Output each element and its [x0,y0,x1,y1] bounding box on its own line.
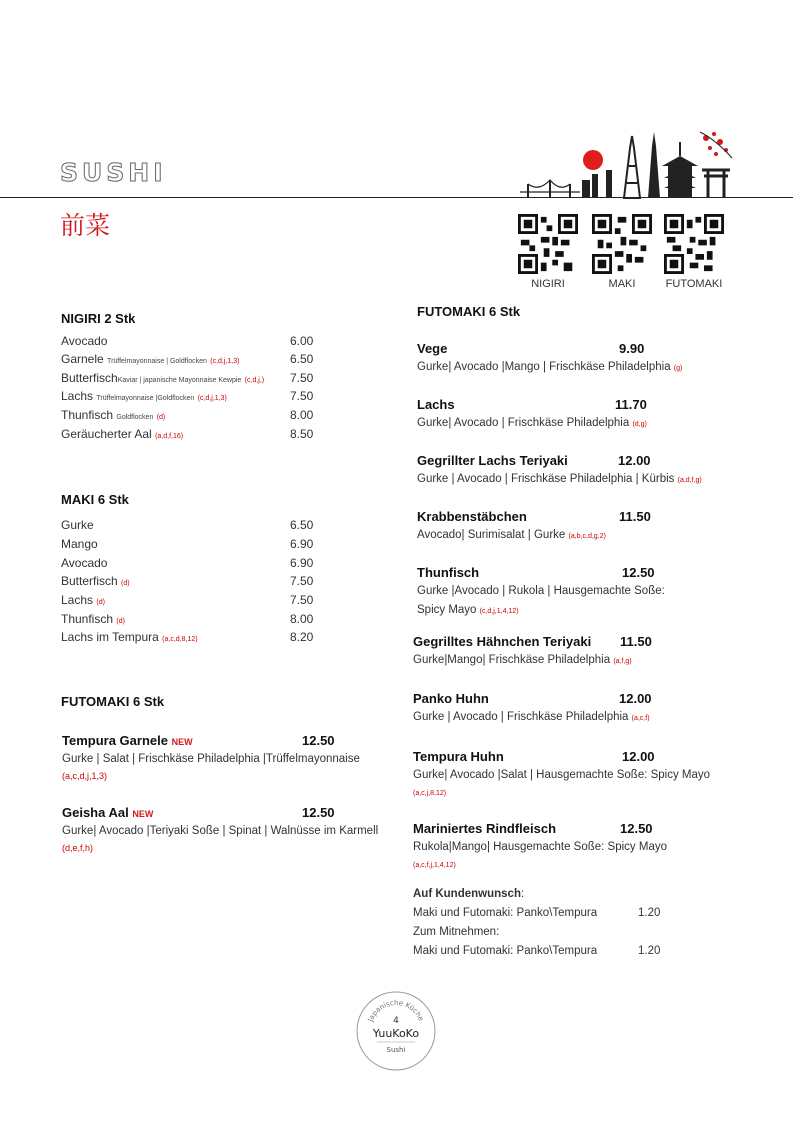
futomaki-item-name: Lachs [417,397,455,412]
futomaki-right-heading: FUTOMAKI 6 Stk [417,304,521,319]
extras-price: 1.20 [638,945,661,957]
futomaki-item-name: Thunfisch [417,565,480,580]
futomaki-item-name: Krabbenstäbchen [417,509,527,524]
extras-line: Zum Mitnehmen: [413,926,500,938]
nigiri-item: ButterfischKaviar | japanische Mayonnaise Kewpie (c,d,j,) [61,371,265,385]
nigiri-qr-code[interactable] [518,214,578,274]
logo-sub: Sushi [386,1046,406,1054]
futomaki-item-desc: Rukola|Mango| Hausgemachte Soße: Spicy Mayo [413,841,667,853]
futomaki-item-desc: Gurke| Avocado | Frischkäse Philadelphia (d,g) [417,417,647,429]
futomaki-qr-code[interactable] [664,214,724,274]
page-number: 4 [393,1016,399,1026]
nigiri-price: 7.50 [290,389,314,403]
nigiri-price: 7.50 [290,371,314,385]
futomaki-item-allergens: (a,c,j,8,12) [413,790,447,797]
futomaki-item-price: 9.90 [619,341,645,356]
maki-price: 6.90 [290,537,314,551]
futomaki-item-desc: Gurke| Avocado |Salat | Hausgemachte Soße: Spicy Mayo [413,769,711,781]
futomaki-item-name: Vege [417,341,448,356]
futomaki-item-price: 12.00 [619,691,652,706]
futomaki-item-desc: Avocado| Surimisalat | Gurke (a,b,c,d,g,2) [417,529,606,541]
maki-heading: MAKI 6 Stk [61,492,129,507]
futomaki-item-name: Gegrillter Lachs Teriyaki [417,453,568,468]
futomaki-item-desc: Gurke| Avocado |Mango | Frischkäse Philadelphia (g) [417,361,683,373]
maki-item: Mango [61,537,98,551]
nigiri-price: 8.50 [290,427,314,441]
futomaki-item-desc: Gurke | Avocado | Frischkäse Philadelphia (a,c,f) [413,711,650,723]
qr-label-futomaki: FUTOMAKI [665,278,723,290]
futomaki-item-allergens: (a,c,d,j,1,3) [62,771,108,781]
maki-item: Gurke [61,518,94,532]
nigiri-price: 6.50 [290,352,314,366]
futomaki-item-price: 12.50 [302,805,335,820]
nigiri-item: Avocado [61,334,108,348]
japanese-heading: 前菜 [60,211,111,240]
futomaki-item-price: 12.00 [618,453,651,468]
maki-item: Lachs (d) [61,593,105,607]
futomaki-item-name: Tempura Garnele NEW [62,733,193,748]
futomaki-item-price: 11.70 [615,397,647,412]
new-badge: NEW [171,737,193,747]
maki-price: 6.90 [290,556,314,570]
maki-price: 6.50 [290,518,314,532]
futomaki-item-desc: Gurke |Avocado | Rukola | Hausgemachte Soße: [417,585,665,597]
nigiri-item: Garnele Trüffelmayonnaise | Goldflocken (c,d,j,1,3) [61,352,240,366]
nigiri-item: Thunfisch Goldflocken (d) [61,408,166,422]
logo-arc-text: Japanische Küche [366,998,426,1023]
futomaki-item-desc: Gurke | Avocado | Frischkäse Philadelphia | Kürbis (a,d,f,g) [417,473,702,485]
futomaki-item-price: 12.50 [302,733,335,748]
futomaki-item-desc-2: Spicy Mayo (c,d,j,1,4,12) [417,604,519,616]
futomaki-item-allergens: (d,e,f,h) [62,843,94,853]
logo-brand: YuuKoKo [372,1027,420,1040]
tokyo-skyline-illustration [520,128,740,200]
extras-heading: Auf Kundenwunsch: [413,888,525,900]
futomaki-item-name: Geisha Aal NEW [62,805,154,820]
futomaki-item-price: 12.50 [620,821,653,836]
futomaki-item-name: Tempura Huhn [413,749,504,764]
futomaki-item-price: 11.50 [619,509,651,524]
maki-item: Lachs im Tempura (a,c,d,8,12) [61,630,198,644]
futomaki-left-heading: FUTOMAKI 6 Stk [61,694,165,709]
futomaki-item-desc: Gurke| Avocado |Teriyaki Soße | Spinat | Walnüsse im Karmell [62,825,379,837]
new-badge: NEW [132,809,154,819]
extras-line: Maki und Futomaki: Panko\Tempura [413,945,598,957]
nigiri-price: 6.00 [290,334,314,348]
maki-price: 7.50 [290,593,314,607]
futomaki-item-name: Gegrilltes Hähnchen Teriyaki [413,634,592,649]
nigiri-item: Lachs Trüffelmayonnaise |Goldflocken (c,d,j,1,3) [61,389,227,403]
maki-price: 7.50 [290,574,314,588]
maki-item: Thunfisch (d) [61,612,125,626]
maki-item: Butterfisch (d) [61,574,130,588]
nigiri-item: Geräucherter Aal (a,d,f,16) [61,427,184,441]
futomaki-item-price: 12.50 [622,565,655,580]
futomaki-item-price: 11.50 [620,634,652,649]
maki-price: 8.20 [290,630,314,644]
qr-label-nigiri: NIGIRI [531,278,565,290]
extras-price: 1.20 [638,907,661,919]
qr-label-maki: MAKI [608,278,636,290]
red-sun-icon [583,150,603,170]
futomaki-item-name: Mariniertes Rindfleisch [413,821,557,836]
futomaki-item-desc: Gurke | Salat | Frischkäse Philadelphia |Trüffelmayonnaise [62,753,360,765]
page-title: SUSHI [60,158,167,187]
maki-item: Avocado [61,556,108,570]
extras-line: Maki und Futomaki: Panko\Tempura [413,907,598,919]
nigiri-heading: NIGIRI 2 Stk [61,311,136,326]
maki-qr-code[interactable] [592,214,652,274]
futomaki-item-price: 12.00 [622,749,655,764]
nigiri-price: 8.00 [290,408,314,422]
yuukoko-logo [355,990,437,1072]
futomaki-item-name: Panko Huhn [413,691,489,706]
maki-price: 8.00 [290,612,314,626]
futomaki-item-allergens: (a,c,f,j,1,4,12) [413,862,456,869]
futomaki-item-desc: Gurke|Mango| Frischkäse Philadelphia (a,f,g) [413,654,632,666]
